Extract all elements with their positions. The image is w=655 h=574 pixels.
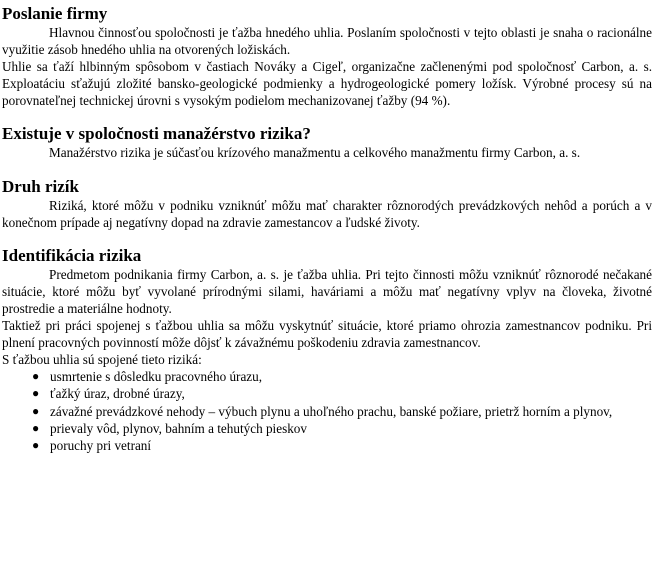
paragraph: Hlavnou činnosťou spoločnosti je ťažba hnedého uhlia. Poslaním spoločnosti v tejto oblasti je snaha o racionálne využitie zásob hnedého uhlia na otvorených ložiskách. bbox=[2, 25, 652, 58]
section-druh-rizik bbox=[2, 177, 652, 231]
list-item-text: závažné prevádzkové nehody – výbuch plynu a uhoľného prachu, banské požiare, prietrž horním a plynov, bbox=[50, 403, 613, 419]
bullet-icon: ● bbox=[32, 420, 40, 435]
list-item bbox=[2, 420, 652, 437]
section-heading: Identifikácia rizika bbox=[2, 245, 142, 265]
list-item-text: usmrtenie s dôsledku pracovného úrazu, bbox=[50, 369, 263, 385]
paragraph: Riziká, ktoré môžu v podniku vzniknúť môžu mať charakter rôznorodých prevádzkových nehôd a porúch a v konečnom prípade aj negatívny dopad na zdravie zamestancov a ľudské životy. bbox=[2, 197, 652, 230]
list-item bbox=[2, 368, 652, 385]
list-item bbox=[2, 403, 652, 420]
paragraph: Taktiež pri práci spojenej s ťažbou uhlia sa môžu vyskytnúť situácie, ktoré priamo ohrozia zamestnancov podniku. Pri plnení pracovných povinností môže dôjsť k závažnému poškodeniu zdravia zamestnancov. bbox=[2, 318, 652, 351]
section-spacer bbox=[2, 231, 652, 246]
bullet-icon: ● bbox=[32, 369, 40, 384]
paragraph: Uhlie sa ťaží hlbinným spôsobom v častiach Nováky a Cigeľ, organizačne začlenenými pod spoločnosť Carbon, a. s. Exploatáciu sťažujú zložité bansko-geologické podmienky a hydrogeologické pomery ložísk. Výrobné procesy sú na porovnateľnej technickej úrovni s vysokým podielom mechanizovanej ťažby (94 %). bbox=[2, 59, 652, 109]
section-heading: Existuje v spoločnosti manažérstvo rizika? bbox=[2, 124, 311, 144]
section-spacer bbox=[2, 162, 652, 177]
section-heading: Druh rizík bbox=[2, 176, 79, 196]
section-spacer bbox=[2, 109, 652, 124]
list-item bbox=[2, 437, 652, 454]
list-item-text: ťažký úraz, drobné úrazy, bbox=[50, 386, 185, 402]
paragraph: Manažérstvo rizika je súčasťou krízového manažmentu a celkového manažmentu firmy Carbon, a. s. bbox=[49, 145, 581, 161]
paragraph: Predmetom podnikania firmy Carbon, a. s. je ťažba uhlia. Pri tejto činnosti môžu vzniknúť rôznorodé nečakané situácie, ktoré môžu byť vyvolané prírodnými silami, haváriami a môžu mať negatívny vplyv na človeka, životné prostredie a materiálne hodnoty. bbox=[2, 266, 652, 316]
risk-list bbox=[2, 368, 652, 453]
list-item-text: poruchy pri vetraní bbox=[50, 437, 152, 453]
bullet-icon: ● bbox=[32, 403, 40, 418]
list-item bbox=[2, 385, 652, 402]
bullet-icon: ● bbox=[32, 437, 40, 452]
section-poslanie-firmy bbox=[2, 4, 652, 109]
document bbox=[2, 4, 652, 454]
list-item-text: prievaly vôd, plynov, bahním a tehutých pieskov bbox=[50, 420, 307, 436]
paragraph: S ťažbou uhlia sú spojené tieto riziká: bbox=[2, 352, 202, 368]
section-heading: Poslanie firmy bbox=[2, 4, 108, 23]
bullet-icon: ● bbox=[32, 386, 40, 401]
section-identifikacia-rizika bbox=[2, 246, 652, 454]
section-manazerstvo-rizika bbox=[2, 124, 652, 161]
